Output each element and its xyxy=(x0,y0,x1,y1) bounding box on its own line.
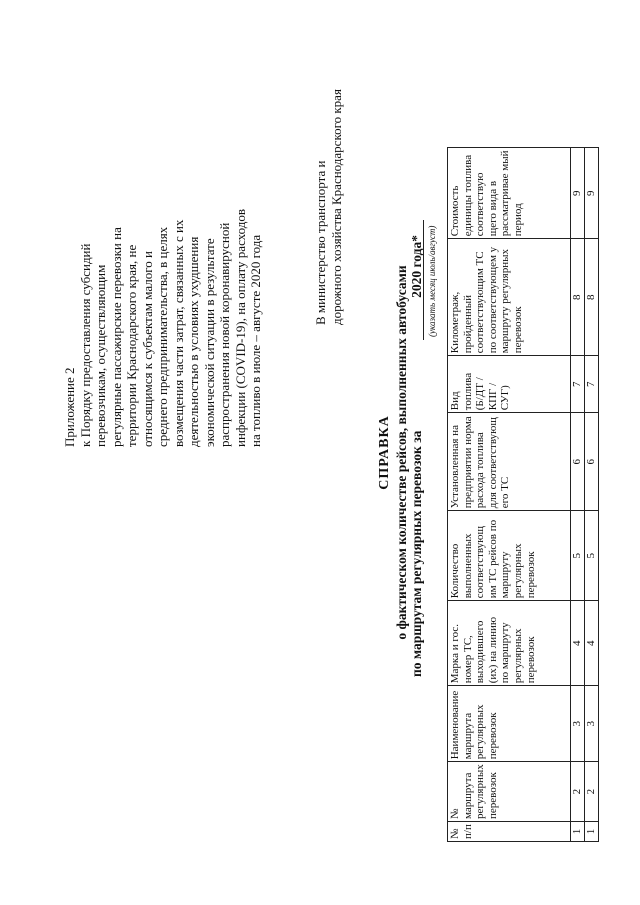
table-cell[interactable]: 1 xyxy=(585,822,599,842)
appendix-line: к Порядку предоставления субсидий xyxy=(77,243,93,447)
appendix-line: Приложение 2 xyxy=(62,367,77,447)
appendix-line: возмещения части затрат, связанных с их xyxy=(170,219,186,447)
table-cell[interactable]: 1 xyxy=(571,822,585,842)
appendix-line: экономической ситуации в результате xyxy=(201,238,217,447)
table-cell[interactable]: 5 xyxy=(571,511,585,601)
appendix-line: среднего предпринимательства, в целях xyxy=(155,226,170,447)
header-cell-9: Стоимость единицы топлива соответствую щего вида в рассматривае мый период xyxy=(448,148,571,239)
header-cell-5: Количество выполненных соответствующ им ТС рейсов по маршруту регулярных перевозок xyxy=(448,511,571,601)
appendix-line: распространения новой коронавирусной xyxy=(217,222,232,447)
table-cell[interactable]: 3 xyxy=(585,686,599,762)
table-cell[interactable]: 9 xyxy=(571,148,585,239)
table-cell[interactable]: 5 xyxy=(585,511,599,601)
appendix-note xyxy=(62,17,264,447)
table-cell[interactable]: 7 xyxy=(585,356,599,413)
appendix-line: регулярные пассажирские перевозки на xyxy=(108,227,124,447)
header-cell-7: Вид топлива (Б/ДТ /КПГ /СУГ) xyxy=(448,356,571,413)
subtitle-prefix: по маршрутам регулярных перевозок за xyxy=(409,430,424,677)
table-cell[interactable]: 7 xyxy=(571,356,585,413)
header-cell-4: Марка и гос. номер ТС, выходившего (их) на линию по маршруту регулярных перевозок xyxy=(448,601,571,686)
document-subtitle-line1: о фактическом количестве рейсов, выполненных автобусами xyxy=(394,265,409,640)
table-row xyxy=(585,148,599,842)
table-cell[interactable]: 4 xyxy=(585,601,599,686)
recipient-line: дорожного хозяйства Краснодарского края xyxy=(328,89,344,325)
table-row xyxy=(571,148,585,842)
appendix-line: деятельностью в условиях ухудшения xyxy=(186,236,201,447)
appendix-line: перевозчикам, осуществляющим xyxy=(93,264,108,447)
report-table xyxy=(447,147,599,842)
header-cell-8: Километраж, пройденный соответствующим ТС по соответствующем у маршруту регулярных перевозок xyxy=(448,239,571,356)
header-cell-3: Наименование маршрута регулярных перевозок xyxy=(448,686,571,762)
header-cell-2: № маршрута регулярных перевозок xyxy=(448,762,571,822)
appendix-line: относящимся к субъектам малого и xyxy=(139,251,155,447)
table-cell[interactable]: 4 xyxy=(571,601,585,686)
document-title: СПРАВКА xyxy=(377,415,392,490)
period-underline xyxy=(423,220,424,340)
table-cell[interactable]: 6 xyxy=(571,413,585,511)
subtitle-suffix: 2020 года* xyxy=(409,235,424,298)
table-cell[interactable]: 8 xyxy=(571,239,585,356)
header-cell-6: Установленная на предприятии норма расхода топлива для соответствующ его ТС xyxy=(448,413,571,511)
header-cell-1: № п/п xyxy=(448,822,571,842)
table-cell[interactable]: 2 xyxy=(585,762,599,822)
recipient-address xyxy=(313,25,344,325)
period-hint: (указать месяц июль/август) xyxy=(427,225,437,337)
appendix-line: на топливо в июле – августе 2020 года xyxy=(248,234,263,447)
table-cell[interactable]: 2 xyxy=(571,762,585,822)
table-cell[interactable]: 6 xyxy=(585,413,599,511)
recipient-line: В министерство транспорта и xyxy=(313,160,328,325)
table-cell[interactable]: 3 xyxy=(571,686,585,762)
table-cell[interactable]: 8 xyxy=(585,239,599,356)
table-cell[interactable]: 9 xyxy=(585,148,599,239)
table-header-row xyxy=(448,148,571,842)
appendix-line: территории Краснодарского края, не xyxy=(124,244,139,447)
appendix-line: инфекции (COVID-19), на оплату расходов xyxy=(232,208,248,447)
